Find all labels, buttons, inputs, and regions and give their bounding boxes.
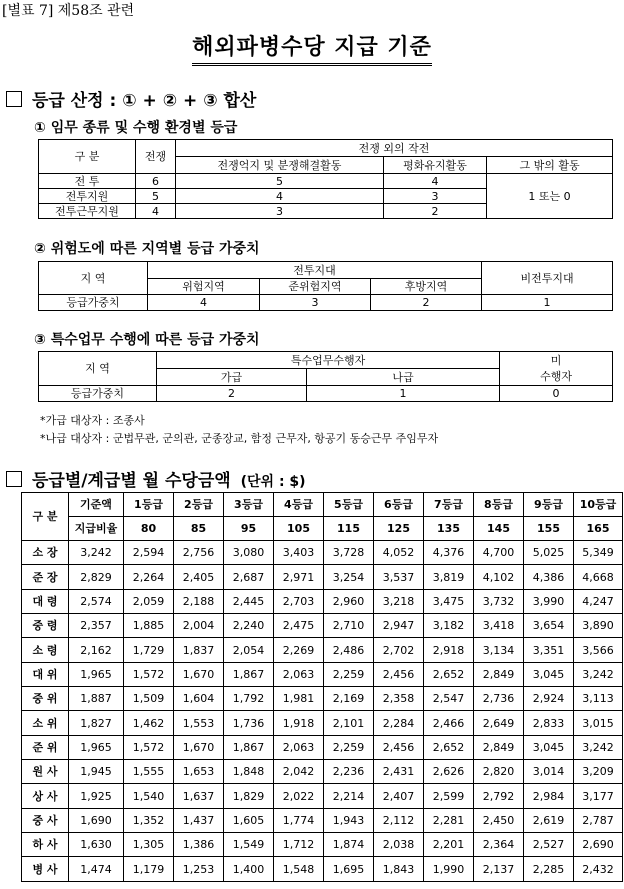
row-label: 등급가중치 xyxy=(39,295,148,311)
amount-cell: 1,792 xyxy=(224,687,274,711)
amount-cell: 5,025 xyxy=(524,541,574,565)
amount-cell: 1,437 xyxy=(174,808,224,832)
rank-cell: 소 령 xyxy=(22,638,69,662)
amount-cell: 2,201 xyxy=(424,833,474,857)
amount-cell: 3,890 xyxy=(574,614,623,638)
col-gubun: 구 분 xyxy=(39,140,136,174)
grade-header: 8등급 xyxy=(474,493,524,517)
amount-cell: 2,599 xyxy=(424,784,474,808)
amount-cell: 1,400 xyxy=(224,857,274,881)
amount-cell: 4,668 xyxy=(574,565,623,589)
amount-cell: 2,188 xyxy=(174,589,224,613)
grade-header: 3등급 xyxy=(224,493,274,517)
cell: 4 xyxy=(136,204,176,219)
table-row xyxy=(22,638,623,662)
amount-cell: 4,376 xyxy=(424,541,474,565)
amount-cell: 1,179 xyxy=(124,857,174,881)
amount-cell: 1,462 xyxy=(124,711,174,735)
amount-cell: 2,924 xyxy=(524,687,574,711)
amount-cell: 2,547 xyxy=(424,687,474,711)
base-amount-cell: 1,690 xyxy=(69,808,124,832)
amount-cell: 2,063 xyxy=(274,662,324,686)
cell: 4 xyxy=(148,295,260,311)
table-row xyxy=(22,857,623,881)
base-amount-cell: 1,474 xyxy=(69,857,124,881)
amount-cell: 1,712 xyxy=(274,833,324,857)
amount-cell: 2,456 xyxy=(374,735,424,759)
amount-cell: 1,867 xyxy=(224,735,274,759)
amount-cell: 1,670 xyxy=(174,662,224,686)
amount-cell: 2,960 xyxy=(324,589,374,613)
amount-cell: 1,874 xyxy=(324,833,374,857)
col-non-performer-2: 수행자 xyxy=(500,369,613,386)
amount-cell: 4,052 xyxy=(374,541,424,565)
amount-cell: 2,405 xyxy=(174,565,224,589)
amount-cell: 2,432 xyxy=(574,857,623,881)
base-amount-cell: 2,357 xyxy=(69,614,124,638)
amount-cell: 2,259 xyxy=(324,735,374,759)
monthly-pay-table xyxy=(21,492,623,882)
amount-cell: 1,843 xyxy=(374,857,424,881)
amount-cell: 3,014 xyxy=(524,760,574,784)
base-amount-cell: 2,829 xyxy=(69,565,124,589)
base-amount-cell: 1,925 xyxy=(69,784,124,808)
amount-cell: 2,820 xyxy=(474,760,524,784)
col-ratio: 지급비율 xyxy=(69,517,124,541)
amount-cell: 3,242 xyxy=(574,735,623,759)
amount-cell: 1,736 xyxy=(224,711,274,735)
base-amount-cell: 1,945 xyxy=(69,760,124,784)
ratio-cell: 85 xyxy=(174,517,224,541)
col-danger: 위험지역 xyxy=(148,279,260,295)
cell: 1 xyxy=(307,386,500,402)
col-special-duty: 특수업무수행자 xyxy=(157,352,500,369)
amount-cell: 2,594 xyxy=(124,541,174,565)
ratio-cell: 125 xyxy=(374,517,424,541)
grade-header: 10등급 xyxy=(574,493,623,517)
amount-cell: 1,918 xyxy=(274,711,324,735)
col-combat-zone: 전투지대 xyxy=(148,262,482,279)
grade-header: 2등급 xyxy=(174,493,224,517)
amount-cell: 2,101 xyxy=(324,711,374,735)
amount-cell: 3,990 xyxy=(524,589,574,613)
amount-cell: 2,703 xyxy=(274,589,324,613)
amount-cell: 2,450 xyxy=(474,808,524,832)
amount-cell: 1,885 xyxy=(124,614,174,638)
amount-cell: 2,690 xyxy=(574,833,623,857)
special-duty-table xyxy=(38,351,613,402)
base-amount-cell: 1,827 xyxy=(69,711,124,735)
ratio-cell: 95 xyxy=(224,517,274,541)
base-amount-cell: 1,887 xyxy=(69,687,124,711)
col-non-performer-1: 미 xyxy=(500,352,613,369)
amount-cell: 2,264 xyxy=(124,565,174,589)
rank-cell: 대 령 xyxy=(22,589,69,613)
amount-cell: 1,305 xyxy=(124,833,174,857)
amount-cell: 3,728 xyxy=(324,541,374,565)
amount-cell: 3,209 xyxy=(574,760,623,784)
amount-cell: 1,729 xyxy=(124,638,174,662)
col-outside-war: 전쟁 외의 작전 xyxy=(176,140,613,157)
rank-cell: 대 위 xyxy=(22,662,69,686)
amount-cell: 2,038 xyxy=(374,833,424,857)
base-amount-cell: 1,965 xyxy=(69,735,124,759)
amount-cell: 1,943 xyxy=(324,808,374,832)
amount-cell: 1,990 xyxy=(424,857,474,881)
amount-cell: 2,652 xyxy=(424,735,474,759)
amount-cell: 2,984 xyxy=(524,784,574,808)
base-amount-cell: 2,162 xyxy=(69,638,124,662)
cell-other: 1 또는 0 xyxy=(487,174,613,219)
grade-header: 7등급 xyxy=(424,493,474,517)
amount-cell: 2,169 xyxy=(324,687,374,711)
rank-cell: 병 사 xyxy=(22,857,69,881)
rank-cell: 중 위 xyxy=(22,687,69,711)
amount-cell: 1,386 xyxy=(174,833,224,857)
amount-cell: 2,004 xyxy=(174,614,224,638)
amount-cell: 1,553 xyxy=(174,711,224,735)
amount-cell: 2,702 xyxy=(374,638,424,662)
amount-cell: 3,351 xyxy=(524,638,574,662)
amount-cell: 2,947 xyxy=(374,614,424,638)
amount-cell: 4,386 xyxy=(524,565,574,589)
amount-cell: 1,670 xyxy=(174,735,224,759)
amount-cell: 2,652 xyxy=(424,662,474,686)
amount-cell: 2,112 xyxy=(374,808,424,832)
grade-header: 6등급 xyxy=(374,493,424,517)
row-label: 등급가중치 xyxy=(39,386,157,402)
amount-cell: 2,214 xyxy=(324,784,374,808)
amount-cell: 5,349 xyxy=(574,541,623,565)
amount-cell: 1,637 xyxy=(174,784,224,808)
checkbox-square-icon xyxy=(6,471,22,487)
mission-grade-table xyxy=(38,139,613,219)
col-region: 지 역 xyxy=(39,262,148,295)
amount-cell: 1,774 xyxy=(274,808,324,832)
row-label: 전 투 xyxy=(39,174,136,189)
amount-cell: 2,285 xyxy=(524,857,574,881)
amount-cell: 3,218 xyxy=(374,589,424,613)
col-grade-a: 가급 xyxy=(157,369,307,386)
rank-cell: 소 위 xyxy=(22,711,69,735)
amount-cell: 3,242 xyxy=(574,662,623,686)
col-rear: 후방지역 xyxy=(371,279,482,295)
amount-cell: 4,700 xyxy=(474,541,524,565)
grade-header: 9등급 xyxy=(524,493,574,517)
amount-cell: 2,431 xyxy=(374,760,424,784)
amount-cell: 2,710 xyxy=(324,614,374,638)
grade-header: 1등급 xyxy=(124,493,174,517)
region-weight-table xyxy=(38,261,613,311)
table-row xyxy=(22,662,623,686)
rank-cell: 중 사 xyxy=(22,808,69,832)
amount-cell: 4,247 xyxy=(574,589,623,613)
amount-cell: 1,549 xyxy=(224,833,274,857)
amount-cell: 2,971 xyxy=(274,565,324,589)
amount-cell: 1,981 xyxy=(274,687,324,711)
amount-cell: 2,833 xyxy=(524,711,574,735)
col-region: 지 역 xyxy=(39,352,157,386)
cell: 6 xyxy=(136,174,176,189)
ratio-cell: 105 xyxy=(274,517,324,541)
amount-cell: 2,284 xyxy=(374,711,424,735)
amount-cell: 2,456 xyxy=(374,662,424,686)
amount-cell: 2,466 xyxy=(424,711,474,735)
amount-cell: 2,407 xyxy=(374,784,424,808)
amount-cell: 2,787 xyxy=(574,808,623,832)
amount-cell: 3,537 xyxy=(374,565,424,589)
amount-cell: 2,918 xyxy=(424,638,474,662)
amount-cell: 2,792 xyxy=(474,784,524,808)
ratio-cell: 135 xyxy=(424,517,474,541)
amount-cell: 3,475 xyxy=(424,589,474,613)
col-battle: 전쟁 xyxy=(136,140,176,174)
amount-cell: 2,358 xyxy=(374,687,424,711)
table-row xyxy=(22,589,623,613)
amount-cell: 1,540 xyxy=(124,784,174,808)
table-row xyxy=(22,565,623,589)
table-row xyxy=(22,808,623,832)
col-base: 기준액 xyxy=(69,493,124,517)
checkbox-square-icon xyxy=(6,91,22,107)
cell: 4 xyxy=(176,189,384,204)
amount-cell: 3,045 xyxy=(524,735,574,759)
amount-cell: 2,486 xyxy=(324,638,374,662)
grade-header: 5등급 xyxy=(324,493,374,517)
document-header: [별표 7] 제58조 관련 xyxy=(2,3,135,19)
grade-header: 4등급 xyxy=(274,493,324,517)
asterisk-icon: * xyxy=(40,432,46,445)
table-row xyxy=(22,784,623,808)
cell: 2 xyxy=(371,295,482,311)
amount-cell: 2,059 xyxy=(124,589,174,613)
cell: 1 xyxy=(482,295,613,311)
amount-cell: 2,687 xyxy=(224,565,274,589)
rank-cell: 소 장 xyxy=(22,541,69,565)
rank-cell: 하 사 xyxy=(22,833,69,857)
amount-cell: 1,604 xyxy=(174,687,224,711)
amount-cell: 3,254 xyxy=(324,565,374,589)
amount-cell: 1,829 xyxy=(224,784,274,808)
amount-cell: 2,527 xyxy=(524,833,574,857)
col-gubun: 구 분 xyxy=(22,493,69,541)
section2-heading: 등급별/계급별 월 수당금액 (단위 : $) xyxy=(6,466,306,491)
cell: 5 xyxy=(176,174,384,189)
row-label: 전투근무지원 xyxy=(39,204,136,219)
amount-cell: 3,113 xyxy=(574,687,623,711)
table-row xyxy=(22,614,623,638)
cell: 3 xyxy=(260,295,371,311)
col-grade-b: 나급 xyxy=(307,369,500,386)
base-amount-cell: 3,242 xyxy=(69,541,124,565)
amount-cell: 2,626 xyxy=(424,760,474,784)
amount-cell: 1,605 xyxy=(224,808,274,832)
amount-cell: 1,837 xyxy=(174,638,224,662)
rank-cell: 원 사 xyxy=(22,760,69,784)
cell: 4 xyxy=(384,174,487,189)
amount-cell: 3,654 xyxy=(524,614,574,638)
amount-cell: 2,022 xyxy=(274,784,324,808)
amount-cell: 1,867 xyxy=(224,662,274,686)
amount-cell: 1,509 xyxy=(124,687,174,711)
rank-cell: 상 사 xyxy=(22,784,69,808)
rank-cell: 중 령 xyxy=(22,614,69,638)
amount-cell: 2,042 xyxy=(274,760,324,784)
sub1-title: ① 임무 종류 및 수행 환경별 등급 xyxy=(34,120,238,136)
amount-cell: 2,281 xyxy=(424,808,474,832)
cell: 5 xyxy=(136,189,176,204)
col-peacekeeping: 평화유지활동 xyxy=(384,157,487,174)
amount-cell: 1,555 xyxy=(124,760,174,784)
cell: 2 xyxy=(384,204,487,219)
amount-cell: 2,736 xyxy=(474,687,524,711)
section1-heading: 등급 산정 : ① + ② + ③ 합산 xyxy=(6,86,256,111)
amount-cell: 1,848 xyxy=(224,760,274,784)
row-label: 전투지원 xyxy=(39,189,136,204)
amount-cell: 2,259 xyxy=(324,662,374,686)
note-grade-b: *나급 대상자 : 군법무관, 군의관, 군종장교, 함정 근무자, 항공기 동승근무 주임무자 xyxy=(40,432,439,445)
amount-cell: 2,649 xyxy=(474,711,524,735)
table-row xyxy=(22,833,623,857)
amount-cell: 1,352 xyxy=(124,808,174,832)
col-semi-danger: 준위험지역 xyxy=(260,279,371,295)
amount-cell: 3,134 xyxy=(474,638,524,662)
ratio-cell: 145 xyxy=(474,517,524,541)
cell: 3 xyxy=(384,189,487,204)
amount-cell: 2,364 xyxy=(474,833,524,857)
amount-cell: 1,572 xyxy=(124,735,174,759)
amount-cell: 2,849 xyxy=(474,662,524,686)
amount-cell: 1,695 xyxy=(324,857,374,881)
amount-cell: 2,240 xyxy=(224,614,274,638)
amount-cell: 2,756 xyxy=(174,541,224,565)
amount-cell: 2,137 xyxy=(474,857,524,881)
page-title: 해외파병수당 지급 기준 xyxy=(0,30,624,66)
base-amount-cell: 1,630 xyxy=(69,833,124,857)
amount-cell: 3,732 xyxy=(474,589,524,613)
base-amount-cell: 2,574 xyxy=(69,589,124,613)
col-deterrence: 전쟁억지 및 분쟁해결활동 xyxy=(176,157,384,174)
amount-cell: 2,445 xyxy=(224,589,274,613)
amount-cell: 2,269 xyxy=(274,638,324,662)
base-amount-cell: 1,965 xyxy=(69,662,124,686)
amount-cell: 3,182 xyxy=(424,614,474,638)
amount-cell: 2,236 xyxy=(324,760,374,784)
amount-cell: 4,102 xyxy=(474,565,524,589)
amount-cell: 3,403 xyxy=(274,541,324,565)
amount-cell: 1,653 xyxy=(174,760,224,784)
table-row xyxy=(22,760,623,784)
cell: 2 xyxy=(157,386,307,402)
ratio-cell: 115 xyxy=(324,517,374,541)
rank-cell: 준 위 xyxy=(22,735,69,759)
ratio-cell: 165 xyxy=(574,517,623,541)
asterisk-icon: * xyxy=(40,414,46,427)
amount-cell: 1,548 xyxy=(274,857,324,881)
cell: 3 xyxy=(176,204,384,219)
amount-cell: 2,619 xyxy=(524,808,574,832)
table-row xyxy=(22,711,623,735)
rank-cell: 준 장 xyxy=(22,565,69,589)
table-row xyxy=(22,541,623,565)
cell: 0 xyxy=(500,386,613,402)
amount-cell: 2,063 xyxy=(274,735,324,759)
sub2-title: ② 위험도에 따른 지역별 등급 가중치 xyxy=(34,241,260,257)
ratio-cell: 155 xyxy=(524,517,574,541)
amount-cell: 3,177 xyxy=(574,784,623,808)
table-row xyxy=(22,735,623,759)
unit-label: (단위 : $) xyxy=(240,474,306,490)
amount-cell: 3,015 xyxy=(574,711,623,735)
amount-cell: 3,566 xyxy=(574,638,623,662)
sub3-title: ③ 특수업무 수행에 따른 등급 가중치 xyxy=(34,332,260,348)
amount-cell: 2,475 xyxy=(274,614,324,638)
amount-cell: 3,080 xyxy=(224,541,274,565)
note-grade-a: *가급 대상자 : 조종사 xyxy=(40,414,145,427)
amount-cell: 2,054 xyxy=(224,638,274,662)
table-row xyxy=(22,687,623,711)
col-other-activity: 그 밖의 활동 xyxy=(487,157,613,174)
col-noncombat-zone: 비전투지대 xyxy=(482,262,613,295)
amount-cell: 2,849 xyxy=(474,735,524,759)
amount-cell: 3,045 xyxy=(524,662,574,686)
ratio-cell: 80 xyxy=(124,517,174,541)
amount-cell: 1,253 xyxy=(174,857,224,881)
amount-cell: 1,572 xyxy=(124,662,174,686)
amount-cell: 3,418 xyxy=(474,614,524,638)
amount-cell: 3,819 xyxy=(424,565,474,589)
